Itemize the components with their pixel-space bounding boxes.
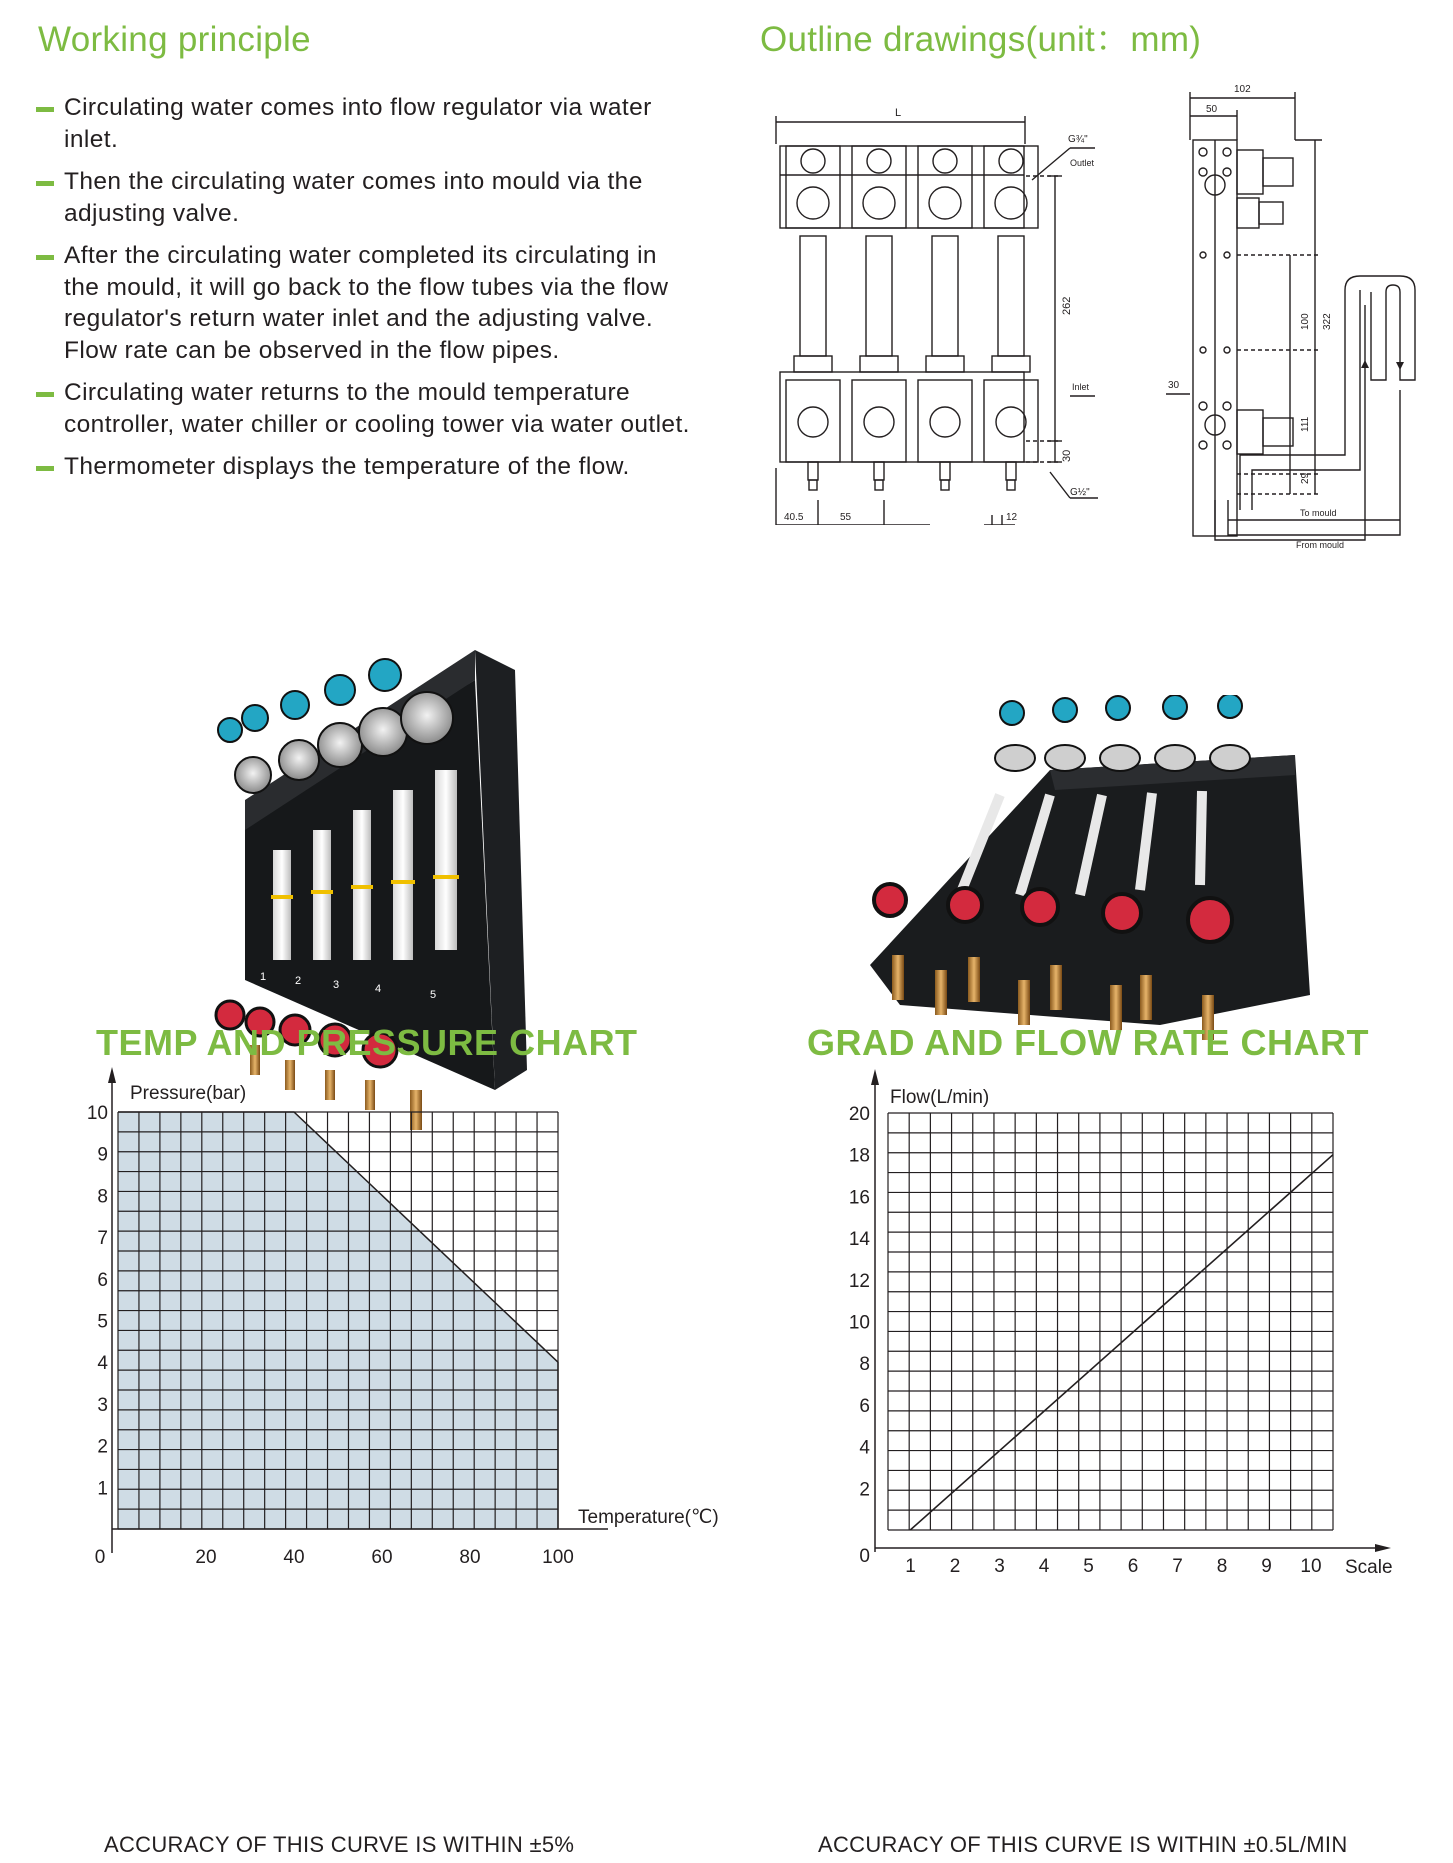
x-axis-arrow-icon [1375, 1544, 1391, 1552]
y-tick-label: 6 [97, 1269, 108, 1291]
x-axis-label: Temperature(℃) [578, 1507, 719, 1528]
y-tick-label: 0 [859, 1546, 870, 1567]
y-tick-label: 6 [859, 1395, 870, 1417]
dim-12: 12 [1006, 512, 1018, 523]
y-axis-label: Pressure(bar) [130, 1083, 247, 1104]
photo-number-2: 2 [295, 975, 302, 987]
bullet-dash-icon [36, 107, 54, 112]
y-tick-label: 8 [859, 1354, 870, 1376]
photo-number-1: 1 [260, 971, 267, 983]
flow-rate-chart-title: GRAD AND FLOW RATE CHART [807, 1022, 1369, 1063]
y-tick-label: 3 [97, 1394, 108, 1416]
x-tick-label: 9 [1261, 1556, 1272, 1577]
x-axis-label: Scale [1345, 1557, 1393, 1578]
dim-102: 102 [1234, 84, 1251, 95]
outline-title: Outline drawings(unit：mm) [760, 20, 1202, 59]
flow-rate-chart [840, 1065, 1440, 1595]
label-from-mould: From mould [1296, 540, 1345, 550]
y-tick-label: 7 [97, 1228, 108, 1250]
bullet-dash-icon [36, 255, 54, 260]
bullet-dash-icon [36, 181, 54, 186]
dim-29: 29 [1300, 472, 1311, 484]
photo-number-3: 3 [333, 979, 340, 991]
y-tick-label: 2 [97, 1436, 108, 1458]
temp-pressure-chart [70, 1065, 770, 1595]
y-tick-label: 20 [848, 1104, 870, 1125]
list-item: Then the circulating water comes into mould via the adjusting valve. [36, 166, 696, 229]
y-tick-label: 16 [848, 1187, 870, 1209]
temp-pressure-chart-title: TEMP AND PRESSURE CHART [96, 1022, 638, 1063]
y-tick-label: 5 [97, 1311, 108, 1333]
x-tick-label: 20 [195, 1547, 217, 1568]
x-tick-label: 10 [1300, 1556, 1322, 1577]
y-tick-label: 8 [97, 1186, 108, 1208]
dim-40: 40.5 [784, 512, 804, 523]
photo-number-4: 4 [375, 983, 382, 995]
y-tick-label: 10 [86, 1103, 108, 1124]
y-axis-arrow-icon [108, 1067, 116, 1083]
x-tick-label: 7 [1172, 1556, 1183, 1577]
list-item: Thermometer displays the temperature of the flow. [36, 451, 696, 483]
y-tick-label: 9 [97, 1144, 108, 1166]
dim-322: 322 [1322, 313, 1333, 330]
outline-side-drawing [1160, 80, 1430, 550]
x-tick-label: 80 [459, 1547, 481, 1568]
y-tick-label: 10 [848, 1312, 870, 1334]
x-tick-label: 8 [1216, 1556, 1228, 1577]
label-inlet: Inlet [1072, 382, 1090, 392]
y-tick-label: 14 [848, 1229, 870, 1251]
y-tick-label: 4 [859, 1437, 870, 1459]
y-axis-label: Flow(L/min) [890, 1087, 990, 1108]
dim-111: 111 [1300, 416, 1311, 432]
x-tick-label: 100 [542, 1547, 574, 1568]
y-tick-label: 18 [848, 1145, 870, 1167]
working-principle-list [36, 92, 696, 494]
x-tick-label: 6 [1127, 1556, 1139, 1577]
label-to-mould: To mould [1300, 508, 1337, 518]
bullet-dash-icon [36, 392, 54, 397]
list-item: Circulating water comes into flow regulator via water inlet. [36, 92, 696, 155]
area-fill [118, 1112, 558, 1529]
temp-pressure-accuracy-note: ACCURACY OF THIS CURVE IS WITHIN ±5% [104, 1832, 575, 1857]
x-tick-label: 40 [283, 1547, 305, 1568]
dim-262: 262 [1061, 296, 1073, 315]
dim-50: 50 [1206, 104, 1218, 115]
outline-front-drawing [770, 100, 1110, 525]
x-tick-label: 0 [94, 1547, 106, 1568]
x-tick-label: 60 [371, 1547, 393, 1568]
y-tick-label: 12 [848, 1270, 870, 1292]
photo-number-5: 5 [430, 989, 437, 1001]
dim-55: 55 [840, 512, 852, 523]
dim-100: 100 [1300, 313, 1311, 330]
x-tick-label: 1 [905, 1556, 916, 1577]
x-tick-label: 2 [949, 1556, 961, 1577]
dim-g34: G¾" [1068, 134, 1088, 145]
x-tick-label: 5 [1083, 1556, 1094, 1577]
dim-L: L [895, 107, 902, 119]
list-item: After the circulating water completed its circulating in the mould, it will go back to the flow tubes via the flow regulator's return water inlet and the adjusting valve. Flow rate can be observed in the flow pipes. [36, 240, 696, 366]
flow-rate-accuracy-note: ACCURACY OF THIS CURVE IS WITHIN ±0.5L/MIN [818, 1832, 1348, 1857]
dim-g12: G½" [1070, 487, 1090, 498]
dim-30-side: 30 [1168, 380, 1180, 391]
x-tick-label: 4 [1038, 1556, 1050, 1577]
y-tick-label: 4 [97, 1353, 108, 1375]
y-axis-arrow-icon [871, 1069, 879, 1085]
label-outlet: Outlet [1070, 158, 1095, 168]
y-tick-label: 2 [859, 1479, 870, 1501]
x-tick-label: 3 [994, 1556, 1005, 1577]
dim-30: 30 [1061, 449, 1073, 462]
list-item: Circulating water returns to the mould temperature controller, water chiller or cooling tower via water outlet. [36, 377, 696, 440]
bullet-dash-icon [36, 466, 54, 471]
y-tick-label: 1 [97, 1478, 108, 1500]
working-principle-title: Working principle [38, 20, 311, 59]
